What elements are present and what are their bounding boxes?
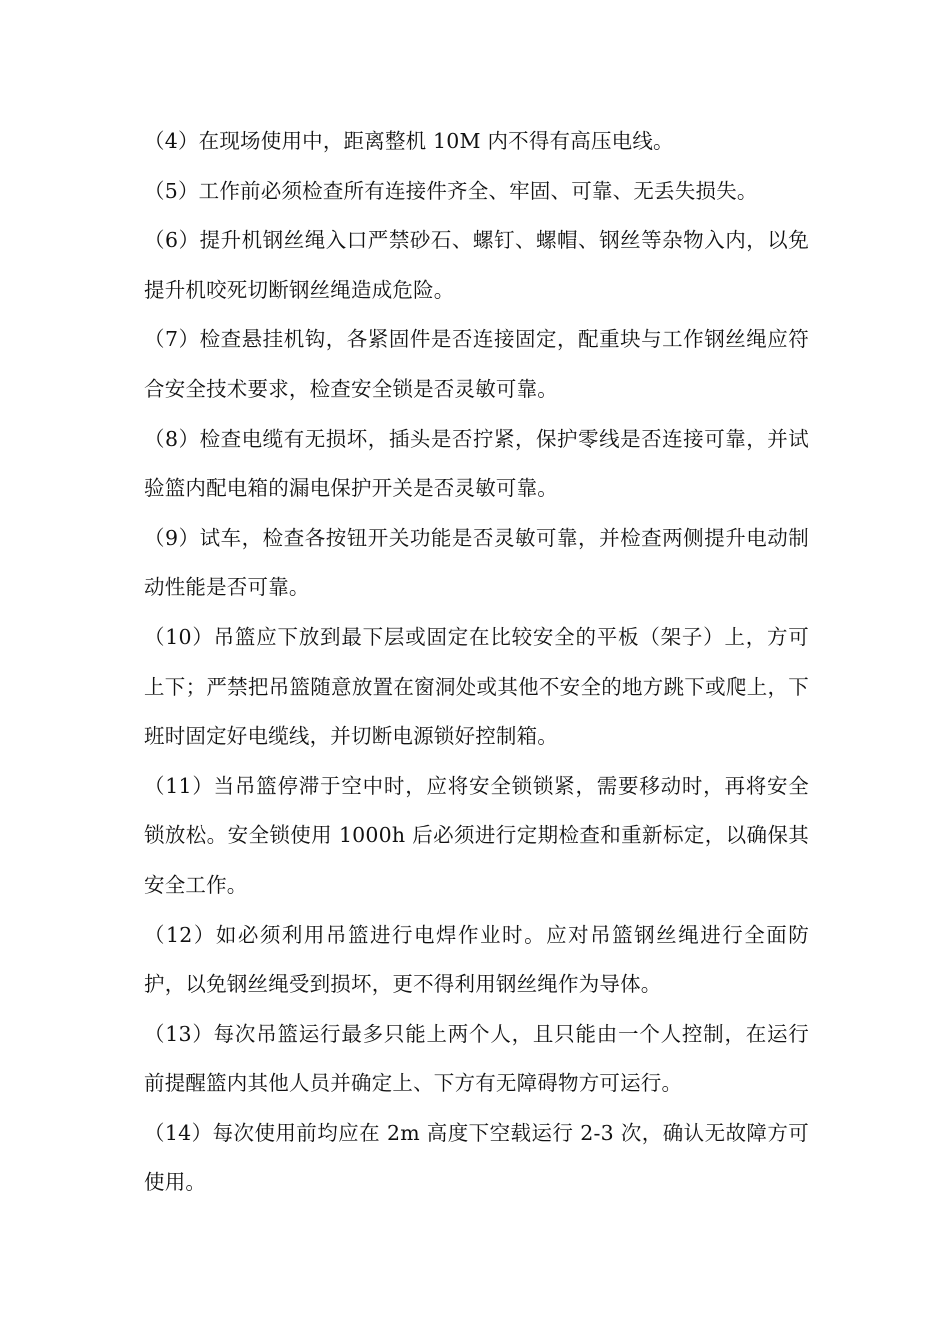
paragraph-item-13: （13）每次吊篮运行最多只能上两个人，且只能由一个人控制，在运行前提醒篮内其他人员并确定上、下方有无障碍物方可运行。: [144, 1021, 809, 1096]
paragraph-item-12: （12）如必须利用吊篮进行电焊作业时。应对吊篮钢丝绳进行全面防护，以免钢丝绳受到损坏，更不得利用钢丝绳作为导体。: [144, 922, 809, 997]
paragraph-item-4: （4）在现场使用中，距离整机 10M 内不得有高压电线。: [144, 129, 674, 153]
paragraph-item-7: （7）检查悬挂机钩，各紧固件是否连接固定，配重块与工作钢丝绳应符合安全技术要求，检查安全锁是否灵敏可靠。: [144, 327, 809, 401]
document-body: [144, 117, 809, 1208]
paragraph-item-11: （11）当吊篮停滞于空中时，应将安全锁锁紧，需要移动时，再将安全锁放松。安全锁使用 1000h 后必须进行定期检查和重新标定，以确保其安全工作。: [144, 773, 809, 897]
paragraph-item-5: （5）工作前必须检查所有连接件齐全、牢固、可靠、无丢失损失。: [144, 178, 758, 203]
paragraph-item-6: （6）提升机钢丝绳入口严禁砂石、螺钉、螺帽、钢丝等杂物入内，以免提升机咬死切断钢丝绳造成危险。: [144, 228, 809, 302]
paragraph-item-10: （10）吊篮应下放到最下层或固定在比较安全的平板（架子）上，方可上下；严禁把吊篮随意放置在窗洞处或其他不安全的地方跳下或爬上，下班时固定好电缆线，并切断电源锁好控制箱。: [144, 624, 809, 749]
paragraph-item-9: （9）试车，检查各按钮开关功能是否灵敏可靠，并检查两侧提升电动制动性能是否可靠。: [144, 525, 809, 600]
paragraph-item-14: （14）每次使用前均应在 2m 高度下空载运行 2-3 次，确认无故障方可使用。: [144, 1120, 809, 1195]
paragraph-item-8: （8）检查电缆有无损坏，插头是否拧紧，保护零线是否连接可靠，并试验篮内配电箱的漏电保护开关是否灵敏可靠。: [144, 426, 809, 501]
